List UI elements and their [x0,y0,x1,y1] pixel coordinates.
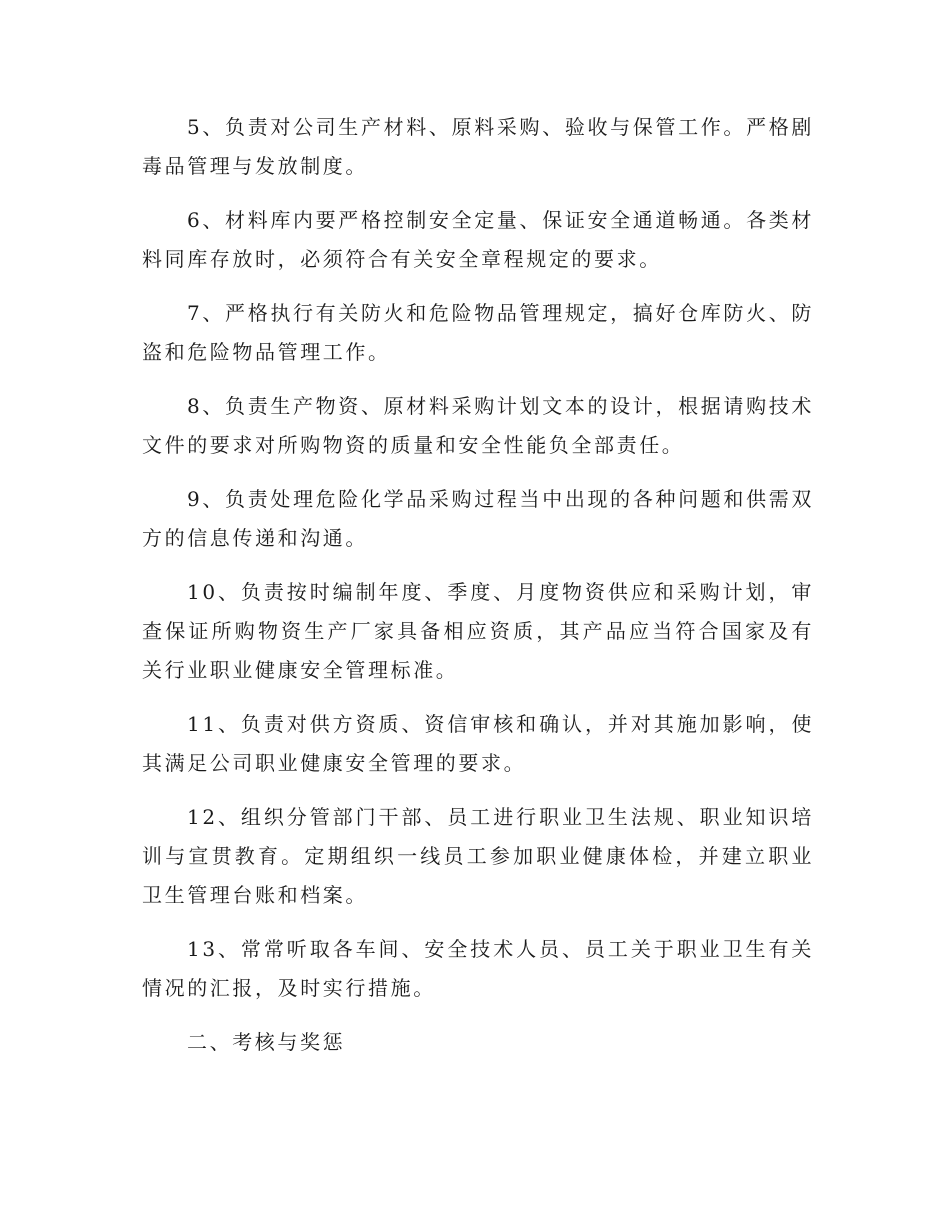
paragraph-item-12: 12、组织分管部门干部、员工进行职业卫生法规、职业知识培训与宣贯教育。定期组织一线员工参加职业健康体检，并建立职业卫生管理台账和档案。 [142,805,814,907]
paragraph-item-9: 9、负责处理危险化学品采购过程当中出现的各种问题和供需双方的信息传递和沟通。 [142,487,814,550]
paragraph-item-13: 13、常常听取各车间、安全技术人员、员工关于职业卫生有关情况的汇报，及时实行措施。 [142,937,814,1000]
paragraph-item-8: 8、负责生产物资、原材料采购计划文本的设计，根据请购技术文件的要求对所购物资的质量和安全性能负全部责任。 [142,394,814,457]
section-heading: 二、考核与奖惩 [187,1030,346,1054]
document-body [142,108,814,1062]
paragraph-item-7: 7、严格执行有关防火和危险物品管理规定，搞好仓库防火、防盗和危险物品管理工作。 [142,301,814,364]
paragraph-item-11: 11、负责对供方资质、资信审核和确认，并对其施加影响，使其满足公司职业健康安全管理的要求。 [142,712,814,775]
paragraph-item-6: 6、材料库内要严格控制安全定量、保证安全通道畅通。各类材料同库存放时，必须符合有关安全章程规定的要求。 [142,208,814,271]
paragraph-item-10: 10、负责按时编制年度、季度、月度物资供应和采购计划，审查保证所购物资生产厂家具备相应资质，其产品应当符合国家及有关行业职业健康安全管理标准。 [142,580,814,682]
paragraph-item-5: 5、负责对公司生产材料、原料采购、验收与保管工作。严格剧毒品管理与发放制度。 [142,115,814,178]
